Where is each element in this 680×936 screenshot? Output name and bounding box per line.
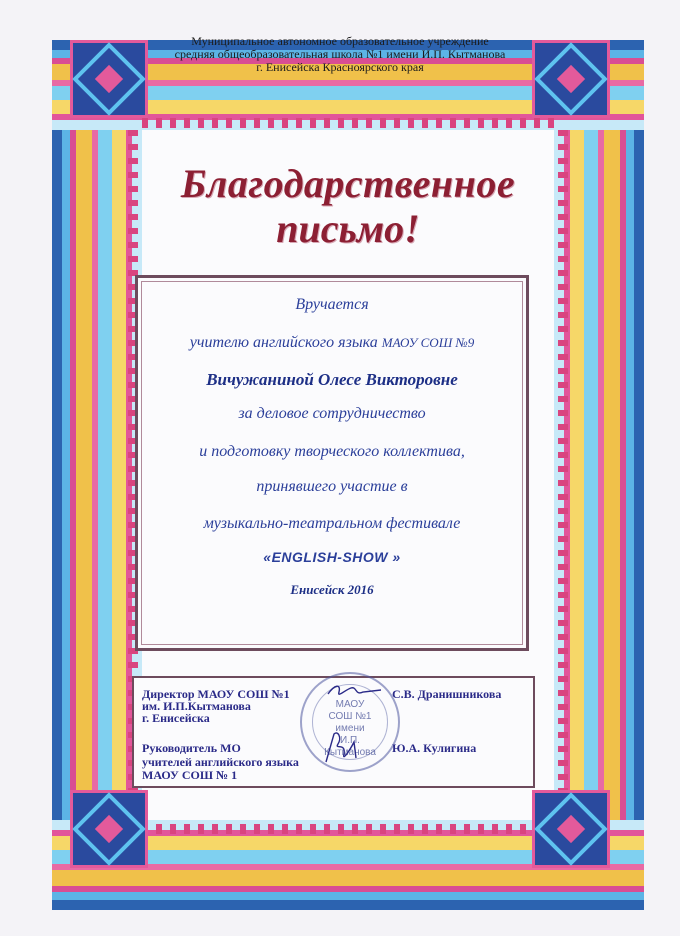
- director-title-3: г. Енисейска: [142, 711, 210, 725]
- body-line-6: принявшего участие в: [256, 478, 408, 495]
- body-line-5: и подготовку творческого коллектива,: [199, 443, 465, 460]
- place-and-year: Енисейск 2016: [290, 582, 374, 597]
- head-title-2: учителей английского языка: [142, 755, 299, 769]
- director-title-2: им. И.П.Кытманова: [142, 699, 251, 713]
- stamp-line-2: СОШ №1: [328, 711, 372, 722]
- body-line-7: музыкально-театральном фестивале: [203, 515, 461, 532]
- stamp-line-5: Кытманова: [324, 747, 376, 758]
- recipient-school: МАОУ СОШ №9: [381, 335, 475, 350]
- body-line-awarded: Вручается: [295, 296, 369, 313]
- stamp-line-4: И.П.: [340, 735, 360, 746]
- certificate-title-line-2: письмо!: [276, 206, 420, 251]
- head-title-3: МАОУ СОШ № 1: [142, 768, 238, 782]
- stamp-line-1: МАОУ: [335, 699, 365, 710]
- director-title-1: Директор МАОУ СОШ №1: [142, 687, 290, 701]
- body-line-4: за деловое сотрудничество: [238, 405, 426, 422]
- institution-line-2: средняя общеобразовательная школа №1 имени И.П. Кытманова: [174, 47, 506, 61]
- institution-line-1: Муниципальное автономное образовательное учреждение: [191, 34, 489, 48]
- director-name: С.В. Дранишникова: [392, 687, 502, 701]
- stamp-line-3: имени: [335, 723, 365, 734]
- festival-name: «ENGLISH-SHOW »: [263, 549, 401, 565]
- corner-ornament-icon: [70, 790, 148, 868]
- head-title-1: Руководитель МО: [142, 741, 241, 755]
- recipient-name: Вичужаниной Олесе Викторовне: [206, 370, 458, 389]
- head-name: Ю.А. Кулигина: [392, 741, 477, 755]
- recipient-role: учителю английского языка: [189, 334, 378, 351]
- director-signature-icon: [325, 680, 385, 702]
- corner-ornament-icon: [532, 790, 610, 868]
- certificate-title-line-1: Благодарственное: [180, 161, 516, 206]
- body-line-recipient-role: [135, 334, 529, 352]
- dot-strip-bottom: [142, 824, 554, 834]
- dot-strip-top: [142, 118, 554, 128]
- head-signature-icon: [320, 728, 370, 768]
- dot-strip-right: [558, 130, 568, 820]
- institution-line-3: г. Енисейска Красноярского края: [256, 60, 424, 74]
